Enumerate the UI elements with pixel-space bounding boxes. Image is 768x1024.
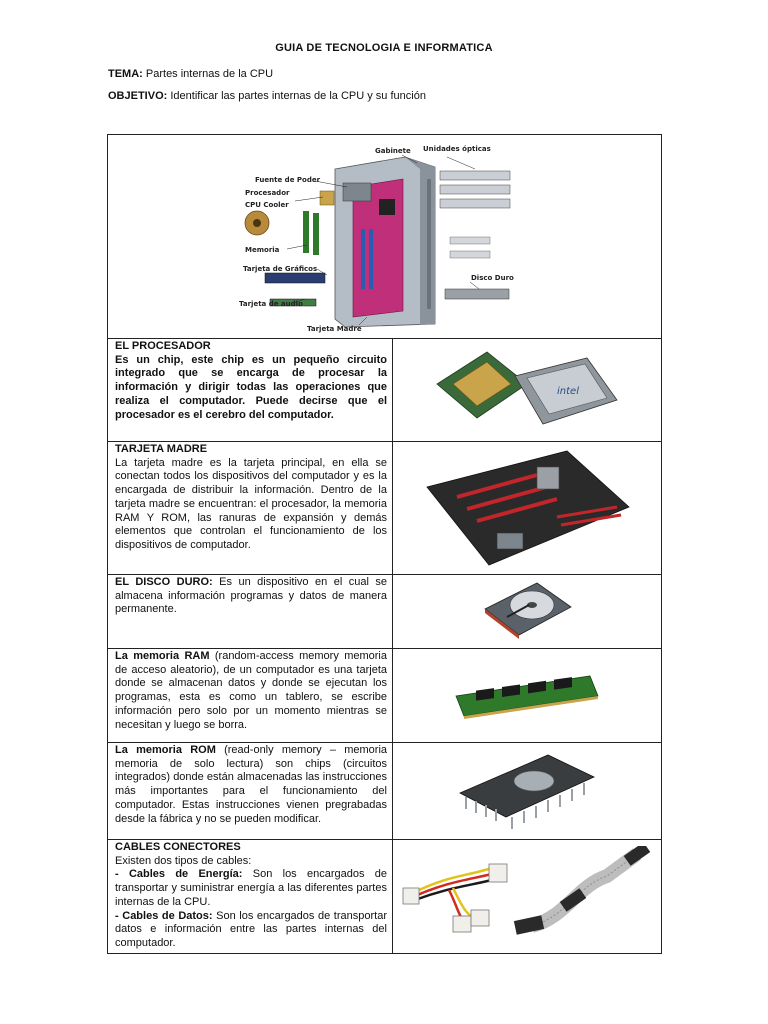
tema-label: TEMA: (108, 68, 143, 80)
cables-row (108, 840, 662, 954)
procesador-image-cell (393, 339, 662, 442)
data-ribbon-cable (514, 846, 650, 935)
graphics-card-shape (265, 273, 325, 283)
disco-duro-row (108, 575, 662, 649)
objetivo-line (108, 90, 426, 102)
objetivo-label: OBJETIVO: (108, 90, 168, 102)
tema-line (108, 68, 273, 80)
hdd-shape (445, 289, 509, 299)
ram-image-cell (393, 649, 662, 743)
optical-drive (440, 185, 510, 194)
rom-row (108, 743, 662, 840)
board-socket (379, 199, 395, 215)
tarjeta-madre-row (108, 442, 662, 575)
ram-row (108, 649, 662, 743)
disco-duro-heading: EL DISCO DURO: (115, 576, 213, 588)
optical-drive (440, 199, 510, 208)
processor-illustration (427, 344, 627, 436)
label-cpu-cooler: CPU Cooler (244, 200, 289, 209)
parts-table (107, 134, 662, 954)
cables-datos-body: Son los encargados de transportar datos e información entre las partes internas del computador. (115, 909, 388, 949)
rom-heading: La memoria ROM (115, 744, 216, 756)
objetivo-value: Identificar las partes internas de la CPU y su función (170, 90, 426, 102)
diagram-row (108, 135, 662, 339)
intel-logo: intel (557, 386, 579, 397)
procesador-body: Es un chip, este chip es un pequeño circuito integrado que se encarga de procesar la información y dirigir todas las operaciones que realiza el computador. Puede decirse que el procesador es el cerebro del computador. (115, 353, 387, 421)
drive-bay-cover (450, 251, 490, 258)
label-tarjeta-graficos: Tarjeta de Gráficos (242, 264, 317, 273)
cables-text-cell (108, 840, 393, 954)
memory-stick (313, 213, 319, 255)
psu-shape (343, 183, 371, 201)
cables-image-cell (393, 840, 662, 954)
rom-body: (read-only memory – memoria memoria de solo lectura) son chips (circuitos integrados) donde están almacenadas las instrucciones más importantes para el funcionamiento del computador. Estas instrucciones vienen pregrabadas desde la fábrica y no se pueden modificar. (115, 744, 388, 825)
label-disco-duro: Disco Duro (470, 273, 514, 282)
cables-heading: CABLES CONECTORES (115, 841, 241, 853)
label-unidades-opticas: Unidades ópticas (422, 144, 491, 153)
drive-bay-cover (450, 237, 490, 244)
ram-heading: La memoria RAM (115, 650, 210, 662)
procesador-heading: EL PROCESADOR (115, 340, 211, 352)
label-memoria: Memoria (244, 245, 279, 254)
document-title: GUIA DE TECNOLOGIA E INFORMATICA (275, 42, 493, 54)
rom-image-cell (393, 743, 662, 840)
disco-duro-text-cell (108, 575, 393, 649)
label-fuente-de-poder: Fuente de Poder (254, 175, 320, 184)
cpu-exploded-diagram (235, 139, 535, 335)
cables-energia-label: - Cables de Energía: (115, 868, 243, 881)
cables-datos-label: - Cables de Datos: (115, 909, 213, 922)
label-procesador: Procesador (244, 188, 289, 197)
case-vent (427, 179, 431, 309)
tema-value: Partes internas de la CPU (145, 68, 274, 80)
rom-text-cell (108, 743, 393, 840)
board-slot (361, 229, 365, 289)
rom-chip-illustration (452, 749, 602, 833)
rom-window (514, 771, 554, 791)
disco-duro-body: Es un dispositivo en el cual se almacena información programas y datos de manera permanente. (115, 576, 387, 616)
optical-drive (440, 171, 510, 180)
cooler-hub (253, 219, 261, 227)
cables-intro: Existen dos tipos de cables: (115, 854, 252, 867)
tarjeta-madre-image-cell (393, 442, 662, 575)
ram-body: (random-access memory memoria de acceso aleatorio), de un computador es una tarjeta donde se almacenan datos y donde se ejecutan los programas, esta es como un tablero, se escribe información pero solo por un momento mientras se necesitan y luego se borra. (115, 650, 387, 731)
ram-text-cell (108, 649, 393, 743)
cpu-chip-shape (320, 191, 334, 205)
hard-disk-illustration (477, 579, 577, 645)
procesador-row (108, 339, 662, 442)
tarjeta-madre-heading: TARJETA MADRE (115, 443, 208, 455)
chipset-heatsink (497, 533, 523, 549)
label-tarjeta-audio: Tarjeta de audio (238, 299, 303, 308)
power-cable (403, 864, 507, 932)
cpu-diagram-cell (108, 135, 662, 339)
label-gabinete: Gabinete (374, 146, 411, 155)
disco-duro-image-cell (393, 575, 662, 649)
memory-stick (303, 211, 309, 253)
ram-illustration (452, 666, 602, 726)
motherboard-illustration (417, 447, 637, 569)
tarjeta-madre-text-cell (108, 442, 393, 575)
procesador-text-cell (108, 339, 393, 442)
tarjeta-madre-body: La tarjeta madre es la tarjeta principal, en ella se conectan todos los dispositivos del computador y es la encargada de distribuir la información. Dentro de la tarjeta madre se encuentran: el procesador, la memoria RAM Y ROM, las ranuras de expansión y demás elementos que controlan el funcionamiento de los dispositivos de computador. (115, 456, 387, 551)
cables-illustration (397, 846, 657, 946)
label-tarjeta-madre: Tarjeta Madre (306, 324, 362, 333)
cables-energia-body: Son los encargados de transportar y suministrar energía a las diferentes partes internas de la CPU. (115, 868, 387, 908)
cpu-socket (537, 467, 559, 489)
board-slot (369, 229, 373, 289)
